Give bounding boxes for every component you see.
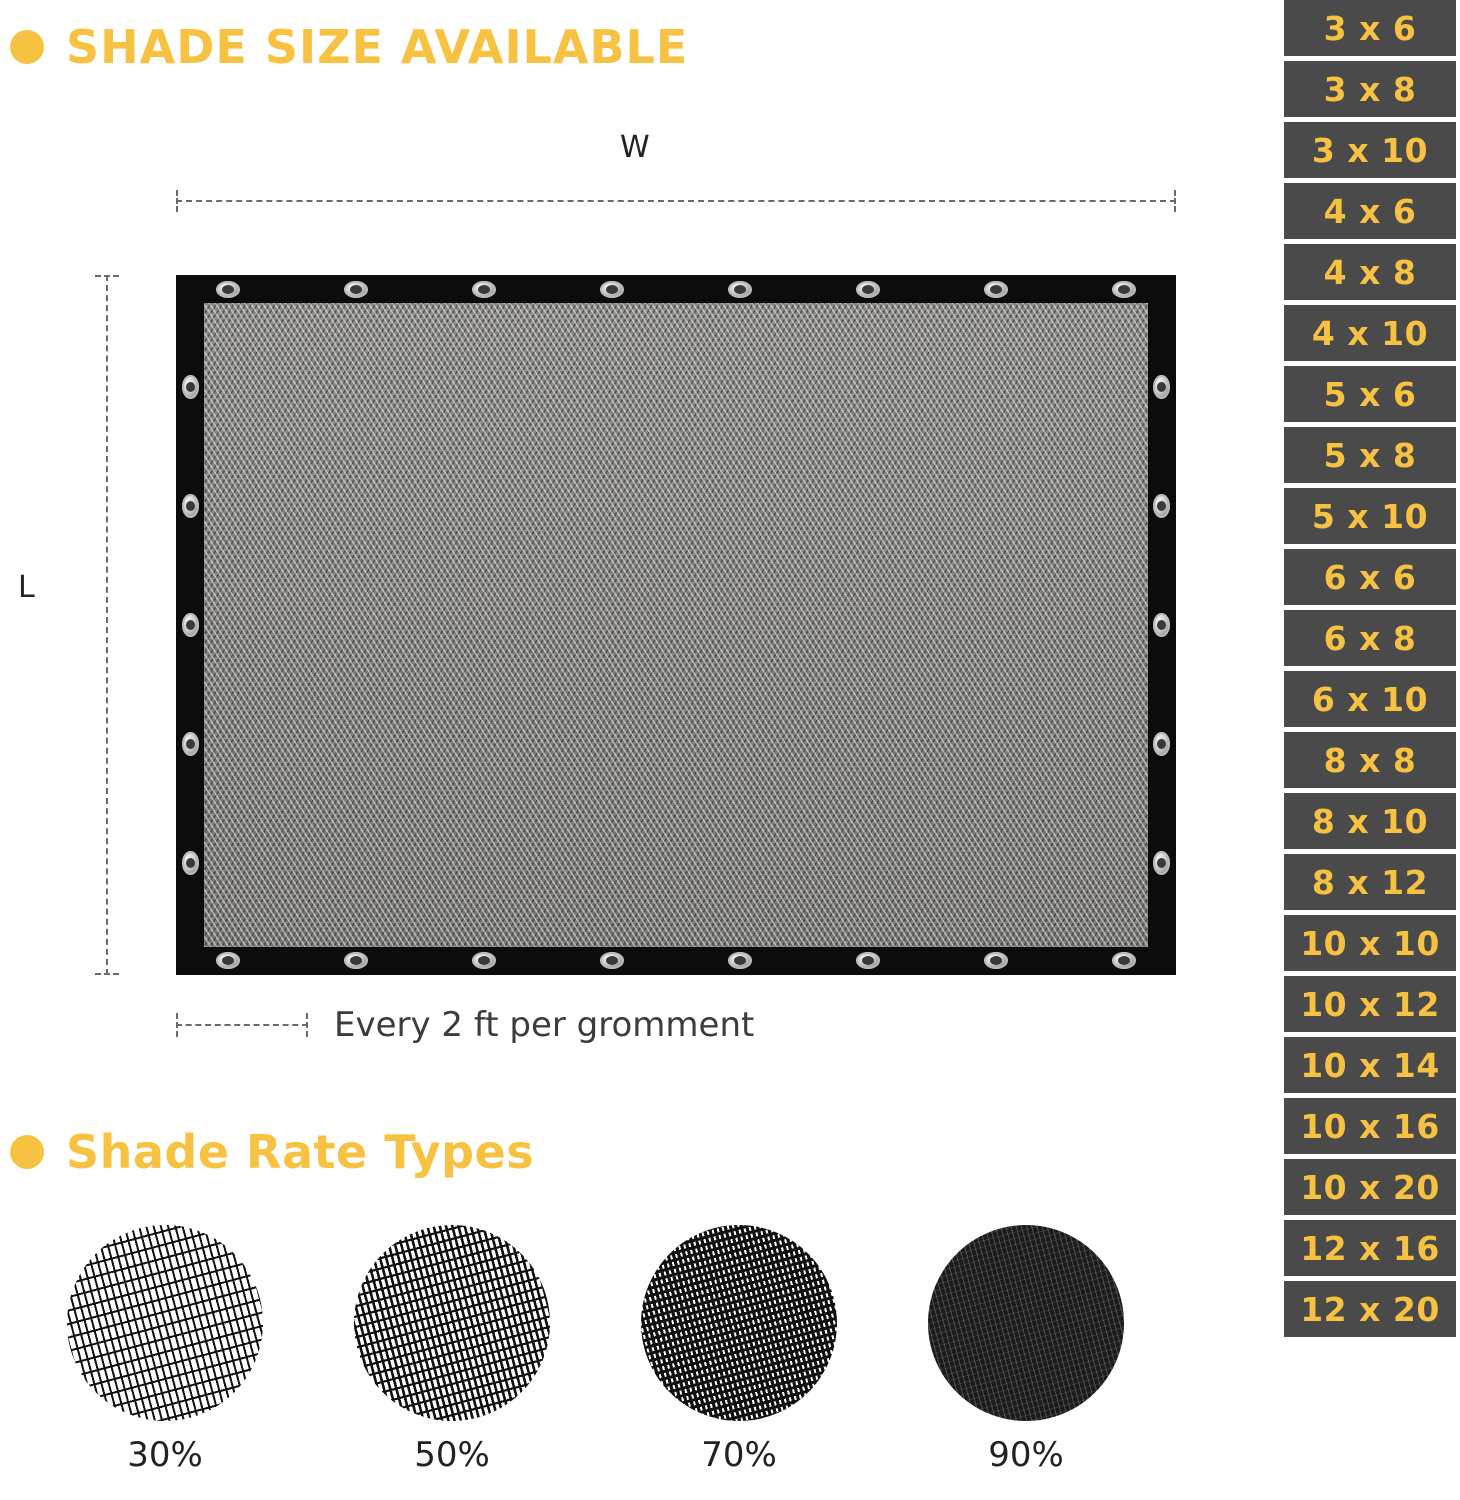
grommet-icon (472, 952, 496, 969)
shade-rate-item (347, 1225, 557, 1475)
grommet-icon (182, 613, 199, 637)
grommet-icon (984, 281, 1008, 298)
mesh-fabric-area (204, 303, 1148, 947)
size-chip[interactable]: 4 x 6 (1284, 183, 1456, 239)
size-chip[interactable]: 10 x 14 (1284, 1037, 1456, 1093)
size-chip[interactable]: 10 x 16 (1284, 1098, 1456, 1154)
size-chip[interactable]: 5 x 8 (1284, 427, 1456, 483)
grommet-icon (216, 281, 240, 298)
shade-rate-item (634, 1225, 844, 1475)
size-chip[interactable]: 8 x 12 (1284, 854, 1456, 910)
bullet-icon (10, 1135, 44, 1169)
grommet-icon (1153, 494, 1170, 518)
shade-rate-item (921, 1225, 1131, 1475)
grommet-icon (182, 494, 199, 518)
grommet-spacing-dimension (176, 1013, 308, 1037)
size-chip[interactable]: 12 x 20 (1284, 1281, 1456, 1337)
grommet-icon (856, 952, 880, 969)
shade-rate-label: 70% (701, 1435, 777, 1475)
size-chip[interactable]: 6 x 10 (1284, 671, 1456, 727)
grommet-icon (344, 952, 368, 969)
grommet-icon (600, 281, 624, 298)
grommet-icon (344, 281, 368, 298)
grommet-icon (728, 952, 752, 969)
grommet-icon (728, 281, 752, 298)
shade-rate-item (60, 1225, 270, 1475)
size-chip[interactable]: 10 x 12 (1284, 976, 1456, 1032)
size-chip[interactable]: 3 x 6 (1284, 0, 1456, 56)
length-dimension-cap-bottom (95, 973, 119, 975)
grommet-note-row (176, 1005, 754, 1045)
size-chip[interactable]: 5 x 10 (1284, 488, 1456, 544)
width-dimension-cap-right (1174, 190, 1176, 212)
grommet-icon (182, 851, 199, 875)
page-title: SHADE SIZE AVAILABLE (66, 20, 689, 74)
size-chip[interactable]: 5 x 6 (1284, 366, 1456, 422)
shade-cloth-illustration (176, 275, 1176, 975)
shade-rate-label: 90% (988, 1435, 1064, 1475)
mesh-30-icon (67, 1225, 263, 1421)
mesh-50-icon (354, 1225, 550, 1421)
size-chip-list (1284, 0, 1456, 1337)
shade-rate-title-row (10, 1125, 534, 1179)
width-dimension-line (176, 190, 1176, 212)
size-chip[interactable]: 3 x 8 (1284, 61, 1456, 117)
grommet-icon (216, 952, 240, 969)
mesh-90-icon (928, 1225, 1124, 1421)
size-chip[interactable]: 12 x 16 (1284, 1220, 1456, 1276)
size-chip[interactable]: 8 x 8 (1284, 732, 1456, 788)
size-chip[interactable]: 10 x 20 (1284, 1159, 1456, 1215)
size-chip[interactable]: 4 x 10 (1284, 305, 1456, 361)
grommet-icon (1112, 281, 1136, 298)
grommet-icon (600, 952, 624, 969)
grommet-icon (984, 952, 1008, 969)
tarp-diagram (0, 90, 1270, 1090)
width-dimension-rule (176, 200, 1176, 202)
bullet-icon (10, 30, 44, 64)
size-chip[interactable]: 6 x 6 (1284, 549, 1456, 605)
shade-rate-label: 30% (127, 1435, 203, 1475)
grommet-spacing-rule (176, 1024, 308, 1026)
grommet-note-text: Every 2 ft per gromment (334, 1005, 755, 1045)
mesh-70-icon (641, 1225, 837, 1421)
shade-rate-swatch-group (60, 1225, 1120, 1495)
size-chip[interactable]: 8 x 10 (1284, 793, 1456, 849)
size-chip[interactable]: 4 x 8 (1284, 244, 1456, 300)
size-chip[interactable]: 10 x 10 (1284, 915, 1456, 971)
section-title: Shade Rate Types (66, 1125, 535, 1179)
grommet-icon (1153, 375, 1170, 399)
grommet-icon (856, 281, 880, 298)
grommet-icon (1153, 732, 1170, 756)
size-chip[interactable]: 6 x 8 (1284, 610, 1456, 666)
grommet-icon (1153, 613, 1170, 637)
shade-size-title-row (10, 20, 688, 74)
size-chip[interactable]: 3 x 10 (1284, 122, 1456, 178)
shade-rate-label: 50% (414, 1435, 490, 1475)
grommet-icon (182, 732, 199, 756)
grommet-spacing-cap-right (306, 1013, 308, 1037)
length-dimension-rule (106, 275, 108, 975)
grommet-icon (472, 281, 496, 298)
grommet-icon (182, 375, 199, 399)
length-label: L (18, 570, 35, 605)
length-dimension-line (95, 275, 119, 975)
grommet-icon (1153, 851, 1170, 875)
grommet-icon (1112, 952, 1136, 969)
width-label: W (620, 130, 650, 165)
